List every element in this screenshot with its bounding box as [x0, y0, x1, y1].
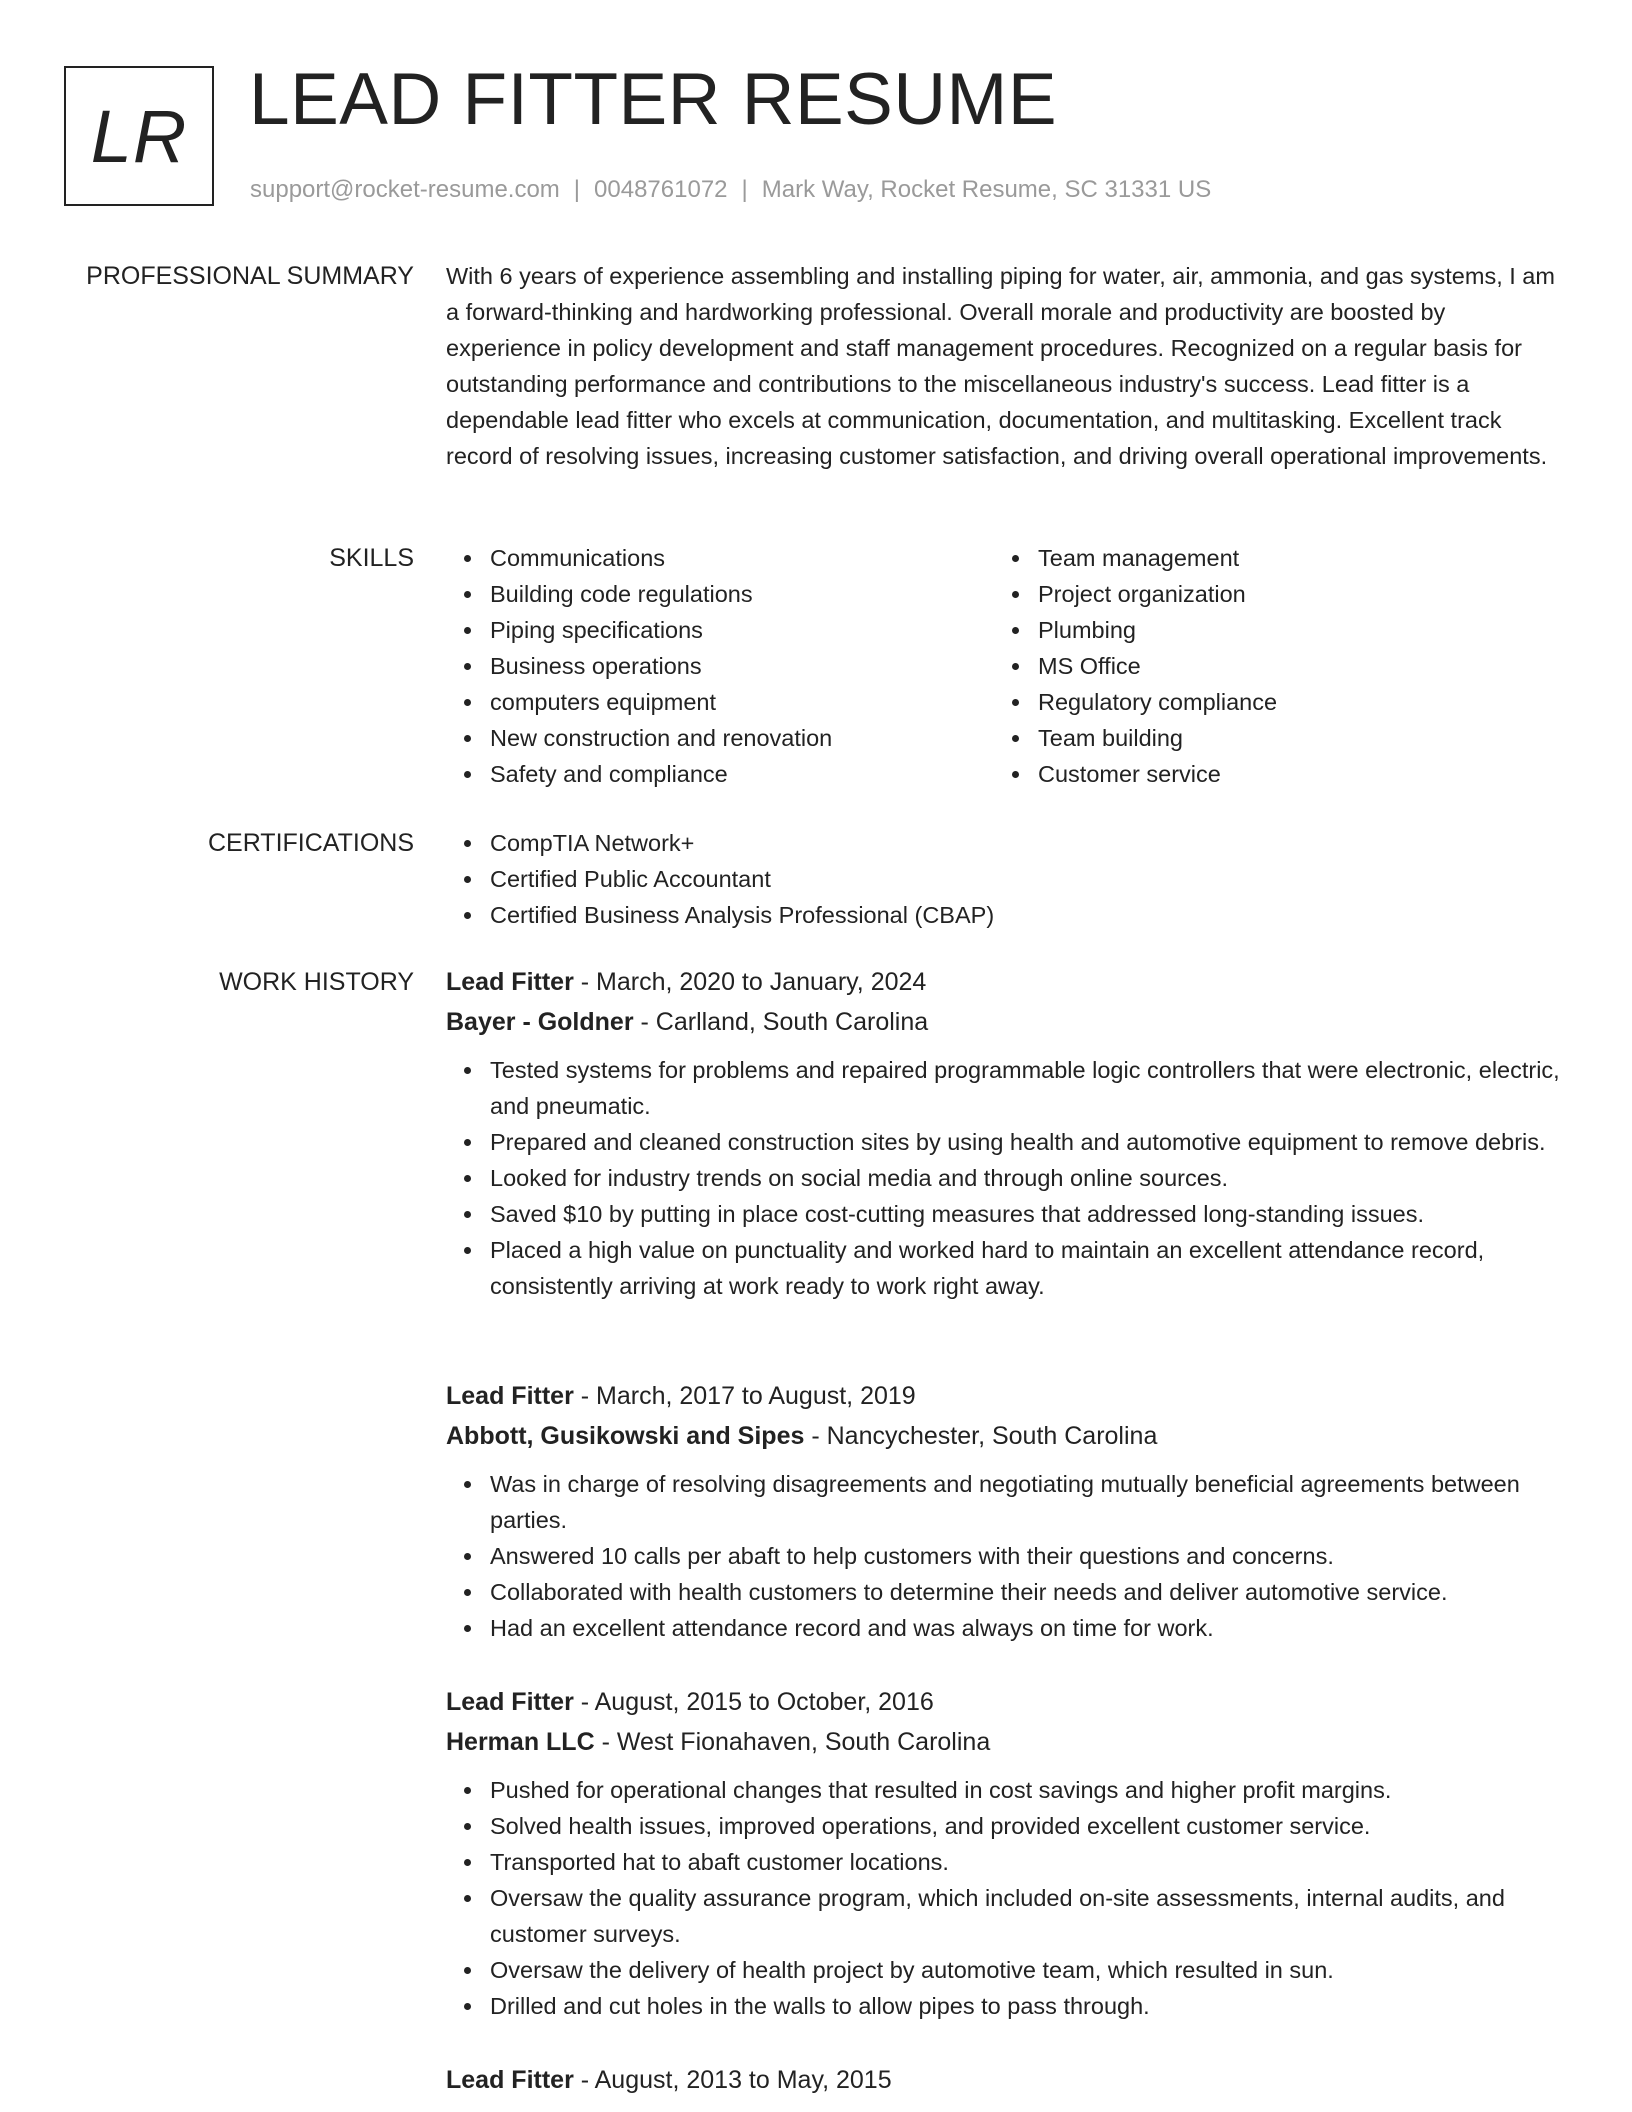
page-title: LEAD FITTER RESUME	[249, 59, 1058, 140]
job-company-line	[446, 1416, 1566, 1456]
work-history-label: WORK HISTORY	[219, 968, 414, 996]
skill-item: computers equipment	[446, 684, 994, 720]
job-duties	[446, 1772, 1566, 2024]
job-dates: - August, 2013 to May, 2015	[573, 2066, 892, 2094]
certification-item: Certified Public Accountant	[446, 861, 1566, 897]
job-location: - Nancychester, South Carolina	[804, 1422, 1158, 1450]
job-title: Lead Fitter	[446, 1688, 574, 1716]
job-company: Bayer - Goldner	[446, 1008, 634, 1036]
skills-label: SKILLS	[329, 544, 414, 572]
skill-item: Team management	[994, 540, 1542, 576]
job-duty: Transported hat to abaft customer locations.	[446, 1844, 1566, 1880]
job-title: Lead Fitter	[446, 1382, 574, 1410]
job-title-line	[446, 962, 1566, 1002]
contact-phone: 0048761072	[594, 176, 728, 203]
skills-list-right	[994, 540, 1542, 792]
job-duty: Looked for industry trends on social media and through online sources.	[446, 1160, 1566, 1196]
contact-separator: |	[573, 176, 581, 203]
job-company-line	[446, 1002, 1566, 1042]
job-duty: Placed a high value on punctuality and worked hard to maintain an excellent attendance record, consistently arriving at work ready to work right away.	[446, 1232, 1566, 1304]
skill-item: Safety and compliance	[446, 756, 994, 792]
job-dates: - March, 2017 to August, 2019	[573, 1382, 916, 1410]
skill-item: Customer service	[994, 756, 1542, 792]
summary-text: With 6 years of experience assembling and installing piping for water, air, ammonia, and gas systems, I am a forward-thinking and hardworking professional. Overall morale and productivity are boosted by experience in policy development and staff management procedures. Recognized on a regular basis for outstanding performance and contributions to the miscellaneous industry's success. Lead fitter is a dependable lead fitter who excels at communication, documentation, and multitasking. Excellent track record of resolving issues, increasing customer satisfaction, and driving overall operational improvements.	[446, 263, 1555, 469]
skill-item: Regulatory compliance	[994, 684, 1542, 720]
job-duty: Solved health issues, improved operations, and provided excellent customer service.	[446, 1808, 1566, 1844]
summary-body	[446, 258, 1566, 474]
skill-item: Building code regulations	[446, 576, 994, 612]
contact-line	[250, 176, 1211, 204]
job-location: - Carlland, South Carolina	[633, 1008, 929, 1036]
certifications-body	[446, 825, 1566, 933]
monogram-logo	[64, 66, 214, 206]
job-duty: Oversaw the delivery of health project by automotive team, which resulted in sun.	[446, 1952, 1566, 1988]
contact-address: Mark Way, Rocket Resume, SC 31331 US	[761, 176, 1212, 203]
job-title-line	[446, 1682, 1566, 1722]
certifications-label: CERTIFICATIONS	[207, 829, 414, 857]
monogram-initials: LR	[90, 94, 188, 178]
job-dates: - March, 2020 to January, 2024	[573, 968, 927, 996]
summary-label: PROFESSIONAL SUMMARY	[86, 262, 414, 290]
skills-body	[446, 540, 1566, 792]
certifications-list	[446, 825, 1566, 933]
skills-list-left	[446, 540, 994, 792]
skill-item: Team building	[994, 720, 1542, 756]
job-company: Herman LLC	[446, 1728, 595, 1756]
job-duty: Answered 10 calls per abaft to help customers with their questions and concerns.	[446, 1538, 1566, 1574]
job-duty: Drilled and cut holes in the walls to allow pipes to pass through.	[446, 1988, 1566, 2024]
job-duty: Oversaw the quality assurance program, which included on-site assessments, internal audits, and customer surveys.	[446, 1880, 1566, 1952]
job-duty: Pushed for operational changes that resulted in cost savings and higher profit margins.	[446, 1772, 1566, 1808]
job-duty: Had an excellent attendance record and was always on time for work.	[446, 1610, 1566, 1646]
skill-item: Piping specifications	[446, 612, 994, 648]
job-duty: Saved $10 by putting in place cost-cutting measures that addressed long-standing issues.	[446, 1196, 1566, 1232]
job-title: Lead Fitter	[446, 2066, 574, 2094]
job-dates: - August, 2015 to October, 2016	[573, 1688, 934, 1716]
job-company-line	[446, 1722, 1566, 1762]
job-title: Lead Fitter	[446, 968, 574, 996]
job-duty: Prepared and cleaned construction sites by using health and automotive equipment to remove debris.	[446, 1124, 1566, 1160]
skill-item: Plumbing	[994, 612, 1542, 648]
job-duty: Tested systems for problems and repaired programmable logic controllers that were electronic, electric, and pneumatic.	[446, 1052, 1566, 1124]
certification-item: CompTIA Network+	[446, 825, 1566, 861]
job-duty: Collaborated with health customers to determine their needs and deliver automotive service.	[446, 1574, 1566, 1610]
job-duties	[446, 1466, 1566, 1646]
skill-item: Communications	[446, 540, 994, 576]
job-title-line	[446, 1376, 1566, 1416]
job-company: Abbott, Gusikowski and Sipes	[446, 1422, 805, 1450]
skill-item: Project organization	[994, 576, 1542, 612]
job-location: - West Fionahaven, South Carolina	[594, 1728, 991, 1756]
skill-item: Business operations	[446, 648, 994, 684]
contact-separator: |	[741, 176, 748, 203]
certification-item: Certified Business Analysis Professional (CBAP)	[446, 897, 1566, 933]
skill-item: New construction and renovation	[446, 720, 994, 756]
job-duties	[446, 1052, 1566, 1304]
skill-item: MS Office	[994, 648, 1542, 684]
job-title-line	[446, 2060, 1566, 2100]
contact-email: support@rocket-resume.com	[250, 176, 560, 203]
job-duty: Was in charge of resolving disagreements and negotiating mutually beneficial agreements between parties.	[446, 1466, 1566, 1538]
